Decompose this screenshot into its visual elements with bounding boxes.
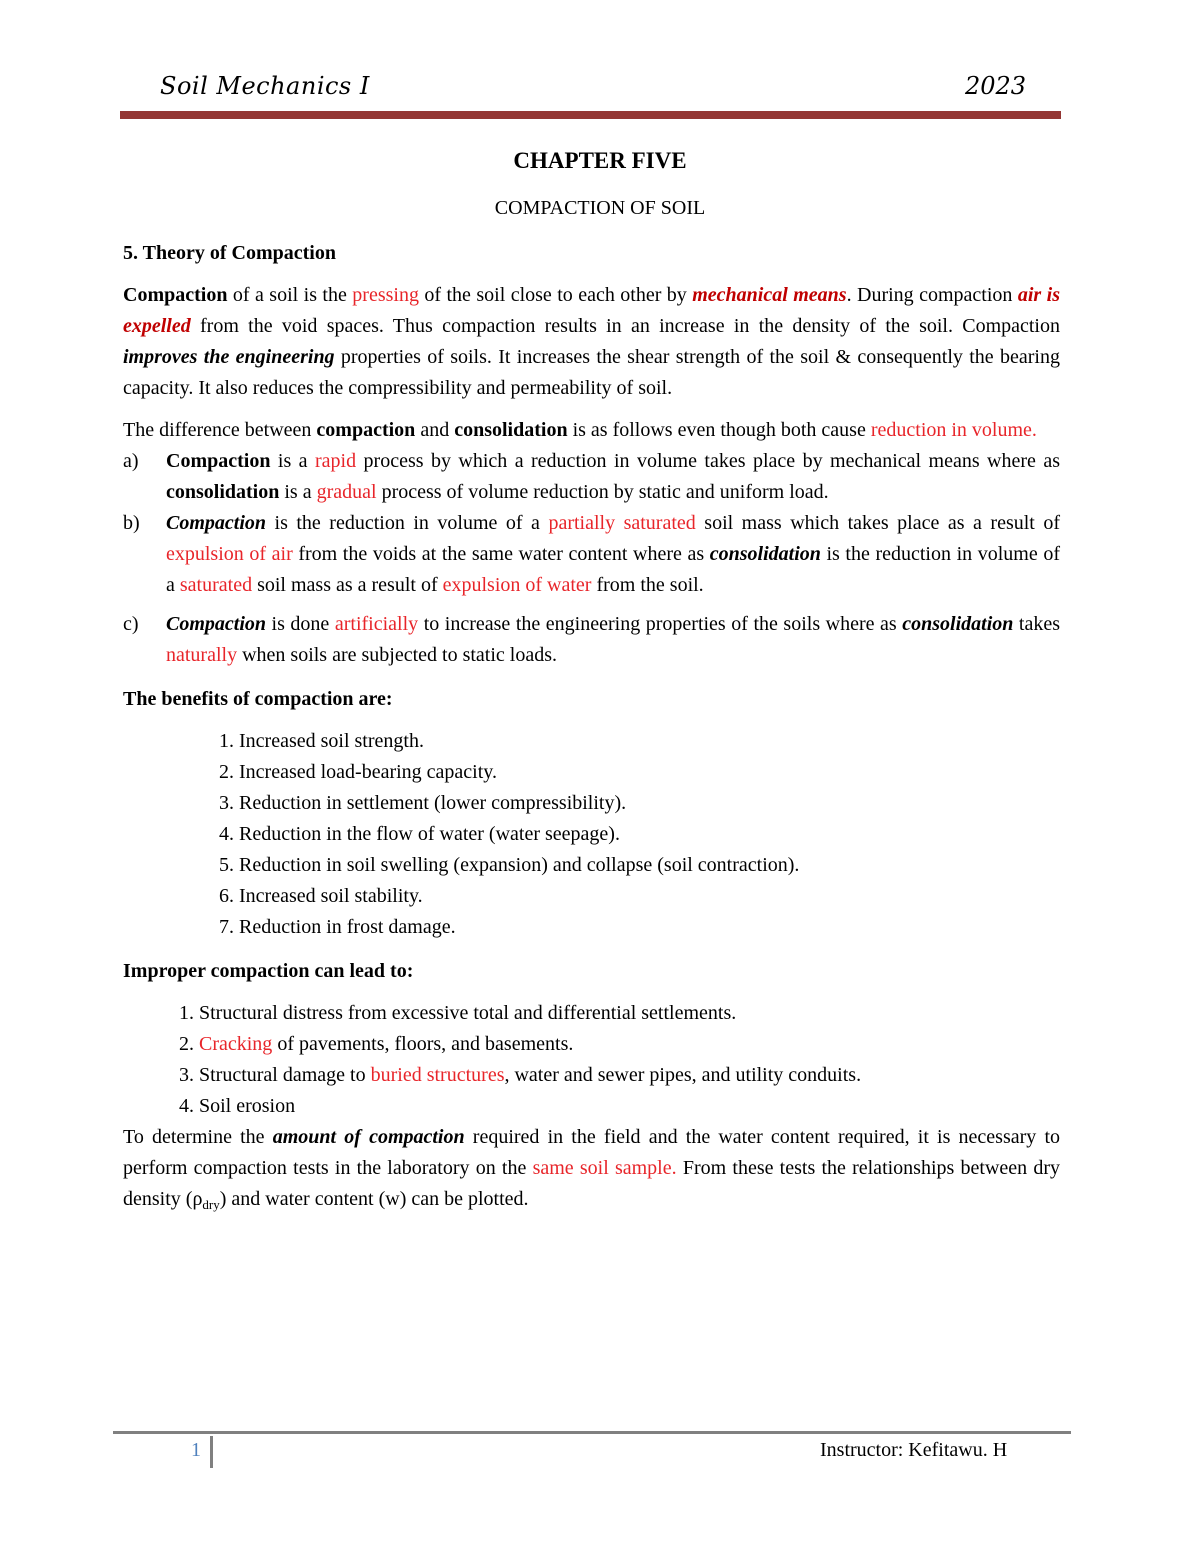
page-body — [123, 238, 1060, 1220]
text: of the soil close to each other by — [418, 284, 693, 306]
highlight-pressing: pressing — [352, 284, 419, 306]
improper-list — [179, 998, 1060, 1122]
highlight-artificially: artificially — [334, 613, 419, 635]
list-marker: c) — [123, 613, 139, 635]
text: , water and sewer pipes, and utility conduits. — [504, 1064, 862, 1086]
footer-divider — [210, 1436, 213, 1468]
header-year: 2023 — [965, 72, 1027, 100]
text: takes — [1013, 613, 1061, 635]
highlight-saturated: saturated — [179, 574, 253, 596]
text: soil mass as a result of — [252, 574, 443, 596]
list-marker: b) — [123, 512, 140, 534]
term-consolidation: consolidation — [902, 613, 1014, 635]
text: and — [415, 419, 455, 441]
highlight-mechanical-means: mechanical means — [692, 284, 847, 306]
text: of pavements, floors, and basements. — [272, 1033, 574, 1055]
paragraph-definition — [123, 280, 1060, 404]
paragraph-difference — [123, 415, 1060, 446]
highlight-expulsion-water: expulsion of water — [442, 574, 592, 596]
list-item: 4. Reduction in the flow of water (water seepage). — [219, 823, 620, 845]
term-consolidation: consolidation — [709, 543, 821, 565]
term-compaction: compaction — [316, 419, 416, 441]
list-item: 4. Soil erosion — [179, 1095, 296, 1117]
chapter-subtitle: COMPACTION OF SOIL — [494, 197, 706, 219]
list-marker: a) — [123, 450, 139, 472]
highlight-cracking: Cracking — [199, 1033, 273, 1055]
text: properties of soils. It increases the shear strength of the soil & consequently the bearing capacity. It also reduces the compressibility and permeability of soil. — [123, 346, 1060, 399]
list-item: 7. Reduction in frost damage. — [219, 916, 456, 938]
term-compaction: Compaction — [166, 512, 267, 534]
text: The difference between — [123, 419, 317, 441]
text: of a soil is the — [227, 284, 353, 306]
paragraph-tests — [123, 1122, 1060, 1220]
text: is as follows even though both cause — [567, 419, 871, 441]
text: when soils are subjected to static loads. — [237, 644, 558, 666]
term-compaction: Compaction — [166, 450, 271, 472]
highlight-naturally: naturally — [166, 644, 238, 666]
list-item: 5. Reduction in soil swelling (expansion) and collapse (soil contraction). — [219, 854, 800, 876]
list-item: 3. Reduction in settlement (lower compressibility). — [219, 792, 627, 814]
list-item: 1. Increased soil strength. — [219, 730, 424, 752]
symbol-rho: ρ — [192, 1188, 203, 1210]
text: is a — [279, 481, 317, 503]
list-item — [123, 508, 1060, 601]
list-item — [179, 1029, 1060, 1060]
footer-instructor: Instructor: Kefitawu. H — [820, 1439, 1008, 1461]
header-rule — [120, 111, 1061, 119]
highlight-expulsion-air: expulsion of air — [166, 543, 293, 565]
text: To determine the — [123, 1126, 273, 1148]
term-compaction: Compaction — [166, 613, 267, 635]
term-compaction: Compaction — [123, 284, 228, 306]
list-item: 2. Increased load-bearing capacity. — [219, 761, 497, 783]
text: From these tests the relationships between dry density ( — [123, 1157, 1061, 1210]
highlight-buried-structures: buried structures — [370, 1064, 505, 1086]
section-heading: 5. Theory of Compaction — [123, 242, 336, 264]
list-item — [123, 609, 1060, 671]
text: . During compaction — [846, 284, 1018, 306]
emphasis-amount-compaction: amount of compaction — [272, 1126, 465, 1148]
benefits-list — [219, 726, 1060, 943]
highlight-rapid: rapid — [315, 450, 357, 472]
highlight-gradual: gradual — [316, 481, 377, 503]
text: is a — [270, 450, 315, 472]
improper-heading: Improper compaction can lead to: — [123, 960, 414, 982]
text: process of volume reduction by static and uniform load. — [376, 481, 829, 503]
header-course-title: Soil Mechanics I — [160, 72, 370, 100]
chapter-title: CHAPTER FIVE — [513, 148, 687, 173]
benefits-heading: The benefits of compaction are: — [123, 688, 393, 710]
text: ) and water content (w) can be plotted. — [219, 1188, 529, 1210]
text: is the reduction in volume of a — [266, 512, 549, 534]
highlight-partially-saturated: partially saturated — [548, 512, 696, 534]
highlight-air-expelled: air is expelled — [123, 284, 1060, 337]
subscript-dry: dry — [202, 1197, 220, 1212]
text: from the void spaces. Thus compaction results in an increase in the density of the soil. Compaction — [190, 315, 1060, 337]
list-item: 1. Structural distress from excessive total and differential settlements. — [179, 1002, 737, 1024]
list-item: 6. Increased soil stability. — [219, 885, 423, 907]
footer-rule — [113, 1431, 1071, 1434]
text: to increase the engineering properties of the soils where as — [418, 613, 903, 635]
list-item — [123, 446, 1060, 508]
page-number: 1 — [191, 1439, 201, 1461]
difference-list — [123, 446, 1060, 671]
term-consolidation: consolidation — [166, 481, 280, 503]
list-item — [179, 1060, 1060, 1091]
text: is the reduction in volume of a — [166, 543, 1060, 596]
emphasis-improves-engineering: improves the engineering — [123, 346, 335, 368]
text: process by which a reduction in volume takes place by mechanical means where as — [356, 450, 1061, 472]
highlight-same-soil-sample: same soil sample. — [532, 1157, 677, 1179]
text: soil mass which takes place as a result of — [695, 512, 1061, 534]
text: from the soil. — [591, 574, 704, 596]
text: 2. — [179, 1033, 199, 1055]
text: 3. Structural damage to — [179, 1064, 371, 1086]
highlight-reduction-volume: reduction in volume. — [870, 419, 1037, 441]
term-consolidation: consolidation — [454, 419, 568, 441]
text: is done — [266, 613, 335, 635]
text: required in the field and the water content required, it is necessary to perform compaction tests in the laboratory on the — [123, 1126, 1060, 1179]
text: from the voids at the same water content where as — [292, 543, 710, 565]
